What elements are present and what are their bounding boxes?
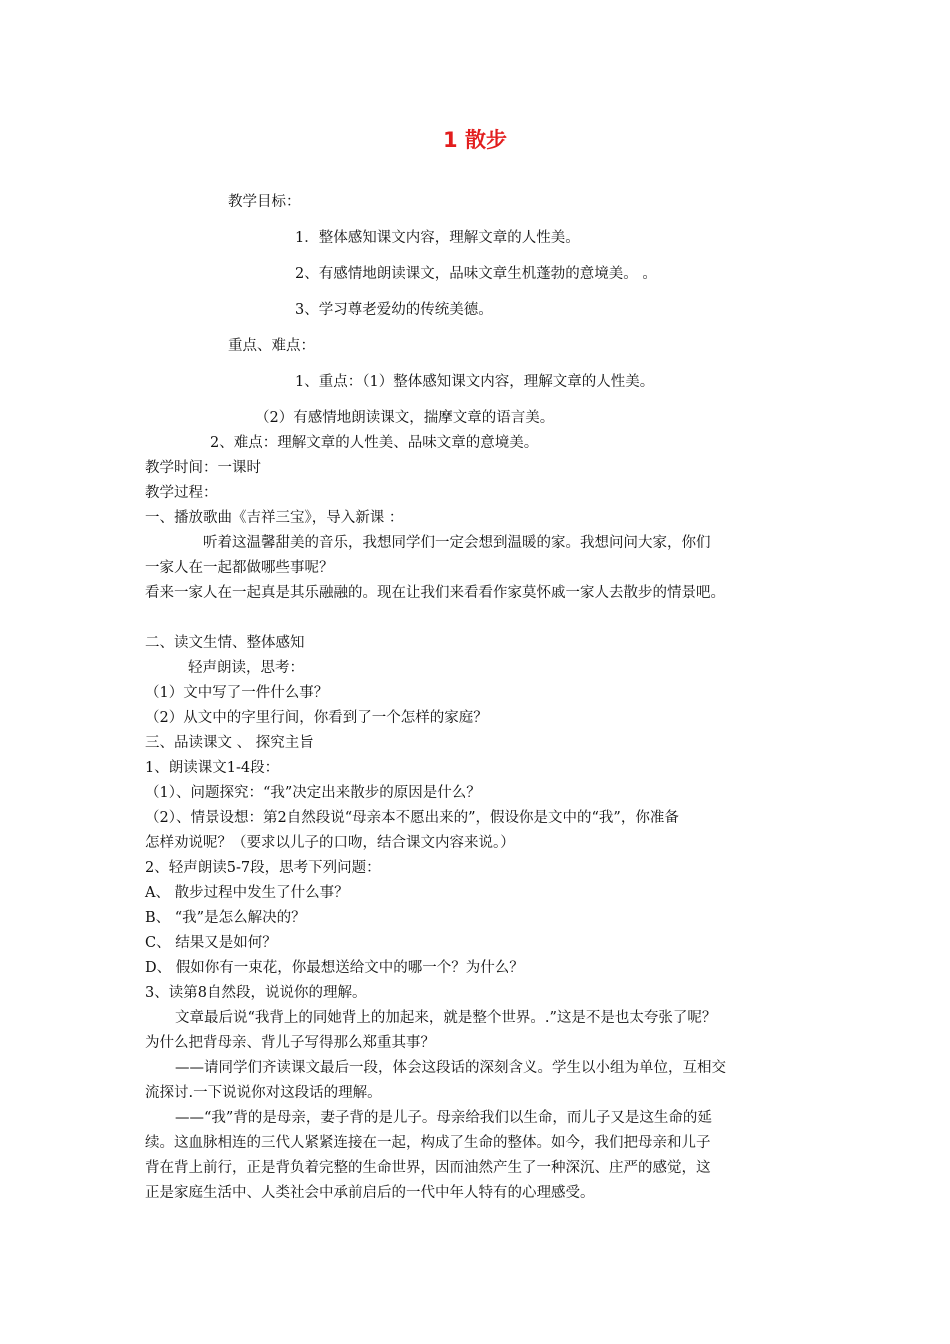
answer-paragraph-line-4: 正是家庭生活中、人类社会中承前启后的一代中年人特有的心理感受。 (145, 1185, 595, 1201)
closing-paragraph-line-1: 文章最后说“我背上的同她背上的加起来，就是整个世界。.”这是不是也太夸张了呢？ (175, 1010, 717, 1026)
goal-item-2: 2、有感情地朗读课文，品味文章生机蓬勃的意境美。 。 (295, 266, 657, 282)
section-1-paragraph-line-3: 看来一家人在一起真是其乐融融的。现在让我们来看看作家莫怀戚一家人去散步的情景吧。 (145, 585, 725, 601)
difficulty-point: 2、难点：理解文章的人性美、品味文章的意境美。 (210, 435, 539, 451)
goal-item-3: 3、学习尊老爱幼的传统美德。 (295, 302, 493, 318)
section-1-paragraph-line-2: 一家人在一起都做哪些事呢？ (145, 560, 334, 576)
answer-paragraph-line-1: ——“我”背的是母亲，妻子背的是儿子。母亲给我们以生命，而儿子又是这生命的延 (175, 1110, 712, 1126)
reading-task-2-item-d: D、 假如你有一束花，你最想送给文中的哪一个？为什么？ (145, 960, 524, 976)
section-2-heading: 二、读文生情、整体感知 (145, 635, 305, 651)
discussion-paragraph-line-2: 流探讨.一下说说你对这段话的理解。 (145, 1085, 382, 1101)
section-3-heading: 三、品读课文 、 探究主旨 (145, 735, 314, 751)
key-points-heading: 重点、难点： (228, 338, 315, 354)
answer-paragraph-line-3: 背在背上前行，正是背负着完整的生命世界，因而油然产生了一种深沉、庄严的感觉，这 (145, 1160, 711, 1176)
reading-task-2-item-b: B、 “我”是怎么解决的？ (145, 910, 306, 926)
teaching-process-heading: 教学过程： (145, 485, 218, 501)
reading-task-1-question-2-line-1: （2）、情景设想：第2自然段说“母亲本不愿出来的”，假设你是文中的“我”，你准备 (145, 810, 679, 826)
reading-task-2: 2、轻声朗读5-7段，思考下列问题： (145, 860, 381, 876)
teaching-goals-heading: 教学目标： (228, 194, 301, 210)
teaching-time: 教学时间：一课时 (145, 460, 261, 476)
reading-task-2-item-c: C、 结果又是如何？ (145, 935, 277, 951)
answer-paragraph-line-2: 续。这血脉相连的三代人紧紧连接在一起，构成了生命的整体。如今，我们把母亲和儿子 (145, 1135, 711, 1151)
closing-paragraph-line-2: 为什么把背母亲、背儿子写得那么郑重其事？ (145, 1035, 435, 1051)
section-1-heading: 一、播放歌曲《吉祥三宝》，导入新课 ： (145, 510, 404, 526)
discussion-paragraph-line-1: ——请同学们齐读课文最后一段，体会这段话的深刻含义。学生以小组为单位，互相交 (175, 1060, 726, 1076)
reading-task-1-question-2-line-2: 怎样劝说呢？（要求以儿子的口吻，结合课文内容来说。） (145, 835, 515, 851)
key-point-1: 1、重点：（1）整体感知课文内容，理解文章的人性美。 (295, 374, 655, 390)
section-2-instruction: 轻声朗读，思考： (188, 660, 304, 676)
reading-task-1-question-1: （1）、问题探究：“我”决定出来散步的原因是什么？ (145, 785, 481, 801)
page-title: 1 散步 (443, 128, 507, 152)
section-2-question-2: （2）从文中的字里行间，你看到了一个怎样的家庭？ (145, 710, 488, 726)
section-2-question-1: （1）文中写了一件什么事？ (145, 685, 329, 701)
reading-task-3: 3、读第8自然段，说说你的理解。 (145, 985, 367, 1001)
section-1-paragraph-line-1: 听着这温馨甜美的音乐，我想同学们一定会想到温暖的家。我想问问大家，你们 (203, 535, 711, 551)
key-point-2: （2）有感情地朗读课文，揣摩文章的语言美。 (255, 410, 555, 426)
reading-task-1: 1、朗读课文1-4段： (145, 760, 280, 776)
goal-item-1: 1．整体感知课文内容，理解文章的人性美。 (295, 230, 580, 246)
reading-task-2-item-a: A、 散步过程中发生了什么事？ (145, 885, 349, 901)
